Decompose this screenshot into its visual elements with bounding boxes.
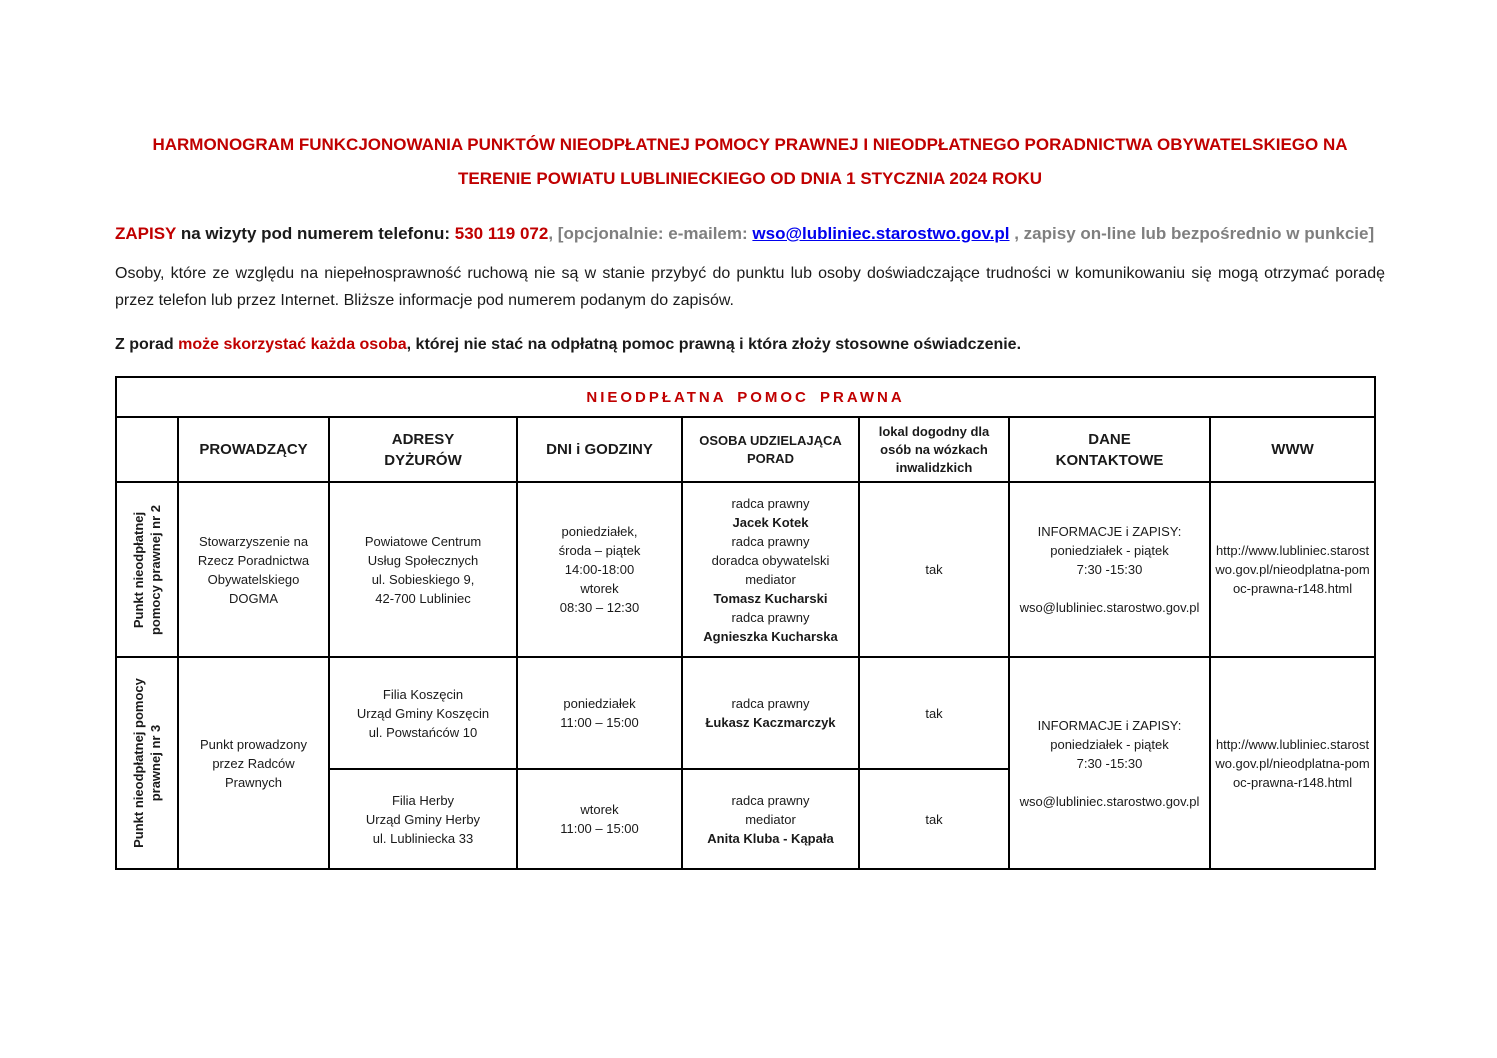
accessibility-paragraph: Osoby, które ze względu na niepełnosprawność ruchową nie są w stanie przybyć do punktu lub osoby doświadczające trudności w komunikowaniu się mogą otrzymać poradę przez telefon lub przez Internet. Bliższe informacje pod numerem podanym do zapisów. (115, 265, 1385, 309)
wheelchair-cell: tak (859, 482, 1009, 657)
header-prowadzacy: PROWADZĄCY (178, 417, 329, 482)
schedule-cell: poniedziałek, środa – piątek 14:00-18:00 wtorek 08:30 – 12:30 (517, 482, 682, 657)
point-label: Punkt nieodpłatnej pomocy prawnej nr 3 (131, 678, 163, 848)
document-title: HARMONOGRAM FUNKCJONOWANIA PUNKTÓW NIEODPŁATNEJ POMOCY PRAWNEJ I NIEODPŁATNEGO PORADNICTWA OBYWATELSKIEGO NA TERENIE POWIATU LUBLINIECKIEGO OD DNIA 1 STYCZNIA 2024 ROKU (152, 135, 1348, 188)
table-caption: NIEODPŁATNA POMOC PRAWNA (116, 377, 1375, 417)
header-dni-godziny: DNI i GODZINY (517, 417, 682, 482)
eligibility-prefix: Z porad (115, 336, 179, 353)
point-label-cell (116, 657, 178, 869)
header-lokal-dogodny: lokal dogodny dla osób na wózkach inwalidzkich (859, 417, 1009, 482)
spacer (1014, 579, 1205, 598)
table-row-punkt-2 (116, 482, 1375, 657)
schedule-cell: poniedziałek 11:00 – 15:00 (517, 657, 682, 769)
point-label: Punkt nieodpłatnej pomocy prawnej nr 2 (131, 504, 163, 635)
eligibility-suffix: , której nie stać na odpłatną pomoc prawną i która złoży stosowne oświadczenie. (406, 336, 1022, 353)
address-cell: Powiatowe Centrum Usług Społecznych ul. Sobieskiego 9, 42-700 Lubliniec (329, 482, 517, 657)
wheelchair-cell: tak (859, 657, 1009, 769)
contact-cell: INFORMACJE i ZAPISY: poniedziałek - piątek 7:30 -15:30 wso@lubliniec.starostwo.gov.pl (1009, 657, 1210, 869)
zapisy-text: na wizyty pod numerem telefonu: (176, 224, 455, 243)
header-www: WWW (1210, 417, 1375, 482)
registration-paragraph (115, 217, 1385, 251)
persons-cell: radca prawny Jacek Kotek radca prawny doradca obywatelski mediator Tomasz Kucharski radca prawny Agnieszka Kucharska (682, 482, 859, 657)
www-cell: http://www.lubliniec.starostwo.gov.pl/nieodplatna-pomoc-prawna-r148.html (1210, 657, 1375, 869)
provider-cell: Punkt prowadzony przez Radców Prawnych (178, 657, 329, 869)
wheelchair-cell: tak (859, 769, 1009, 869)
persons-cell: radca prawny Łukasz Kaczmarczyk (682, 657, 859, 769)
eligibility-paragraph (115, 333, 1385, 357)
phone-number: 530 119 072 (454, 224, 549, 243)
header-dane-kontaktowe: DANE KONTAKTOWE (1009, 417, 1210, 482)
header-osoba-udzielajaca: OSOBA UDZIELAJĄCA PORAD (682, 417, 859, 482)
schedule-cell: wtorek 11:00 – 15:00 (517, 769, 682, 869)
provider-cell: Stowarzyszenie na Rzecz Poradnictwa Obywatelskiego DOGMA (178, 482, 329, 657)
persons-cell: radca prawny mediator Anita Kluba - Kąpała (682, 769, 859, 869)
point-label-cell (116, 482, 178, 657)
spacer (1014, 773, 1205, 792)
header-corner (116, 417, 178, 482)
contact-cell: INFORMACJE i ZAPISY: poniedziałek - piątek 7:30 -15:30 wso@lubliniec.starostwo.gov.pl (1009, 482, 1210, 657)
zapisy-label: ZAPISY (115, 224, 177, 243)
www-cell: http://www.lubliniec.starostwo.gov.pl/nieodplatna-pomoc-prawna-r148.html (1210, 482, 1375, 657)
contact-email: wso@lubliniec.starostwo.gov.pl (1019, 600, 1200, 615)
contact-email: wso@lubliniec.starostwo.gov.pl (1019, 793, 1200, 809)
address-cell: Filia Koszęcin Urząd Gminy Koszęcin ul. Powstańców 10 (329, 657, 517, 769)
email-link[interactable]: wso@lubliniec.starostwo.gov.pl (752, 224, 1010, 243)
document-page (115, 0, 1385, 870)
optional-suffix: , zapisy on-line lub bezpośrednio w punkcie] (1009, 224, 1375, 243)
table-row-punkt-3-koszecin (116, 657, 1375, 769)
legal-aid-table (115, 376, 1376, 870)
optional-prefix: , [opcjonalnie: e-mailem: (548, 224, 753, 243)
eligibility-highlight: może skorzystać każda osoba (178, 336, 407, 353)
header-adresy-dyzurow: ADRESY DYŻURÓW (329, 417, 517, 482)
address-cell: Filia Herby Urząd Gminy Herby ul. Lubliniecka 33 (329, 769, 517, 869)
